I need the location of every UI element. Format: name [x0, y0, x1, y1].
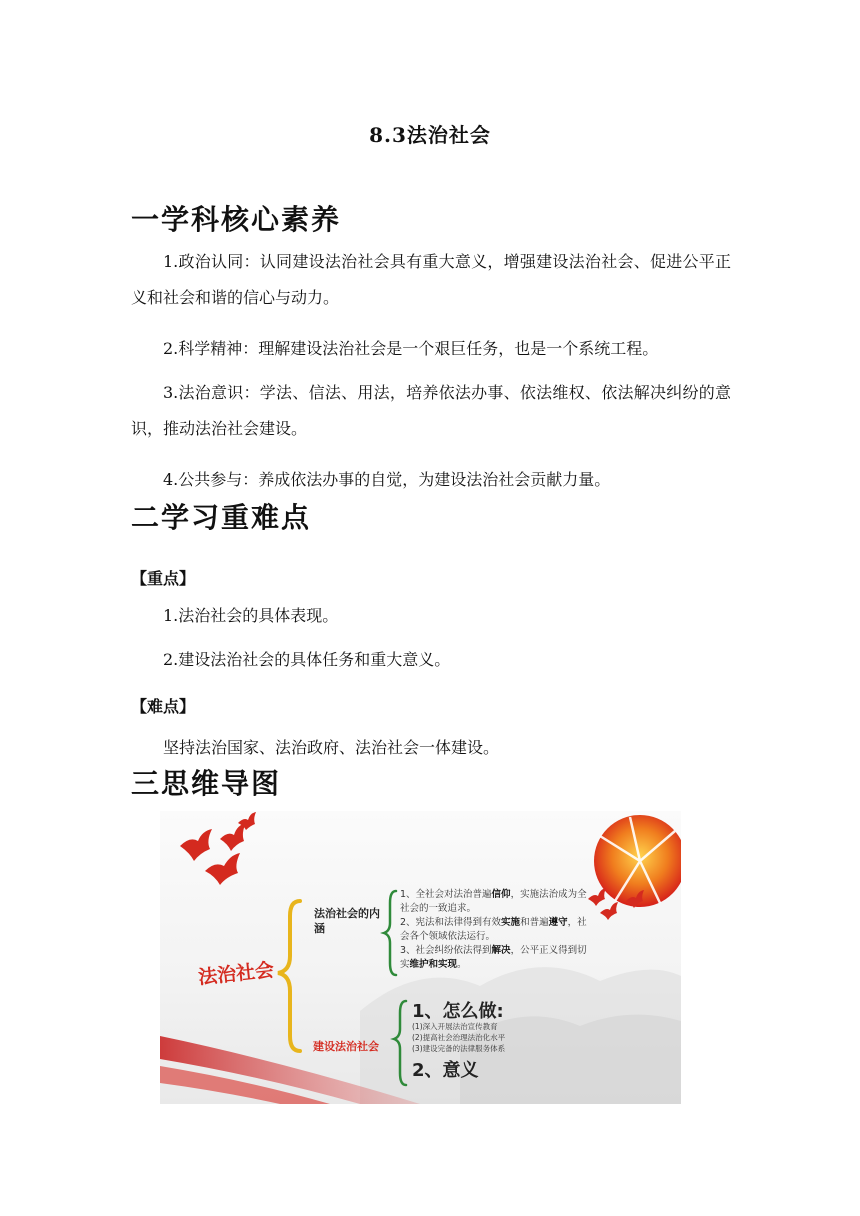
- key-point-item-1: 1.法治社会的具体表现。: [163, 606, 339, 625]
- key-points-label: 【重点】: [131, 569, 196, 588]
- section-heading-core-literacy: 一学科核心素养: [131, 203, 342, 236]
- core-literacy-item-3: 3.法治意识：学法、信法、用法，培养依法办事、依法维权、依法解决纠纷的意识，推动法治社会建设。: [131, 383, 731, 438]
- document-title: 8.3法治社会: [369, 123, 491, 147]
- connotation-point-3: 3、社会纠纷依法得到解决，公平正义得到切实维护和实现。: [400, 945, 587, 970]
- meaning-heading: 2、意义: [412, 1060, 479, 1081]
- section-heading-key-difficult: 二学习重难点: [131, 501, 312, 534]
- connotation-point-2: 2、宪法和法律得到有效实施和普遍遵守，社会各个领域依法运行。: [400, 917, 587, 942]
- connotation-point-1: 1、全社会对法治普遍信仰，实施法治成为全社会的一致追求。: [400, 889, 587, 914]
- core-literacy-item-4: 4.公共参与：养成依法办事的自觉，为建设法治社会贡献力量。: [163, 470, 611, 489]
- mind-map-center-label: 法治社会: [197, 959, 276, 989]
- difficult-point-item-1: 坚持法治国家、法治政府、法治社会一体建设。: [163, 738, 500, 757]
- how-to-item-2: (2)提高社会治理法治化水平: [412, 1033, 506, 1042]
- difficult-points-label: 【难点】: [131, 697, 196, 716]
- connotation-details: [400, 888, 590, 972]
- sun-emblem-icon: [594, 815, 681, 907]
- doves-icon: [180, 812, 256, 885]
- how-to-item-1: (1)深入开展法治宣传教育: [412, 1022, 498, 1031]
- section-heading-mind-map: 三思维导图: [131, 767, 282, 800]
- how-to-list: [412, 1021, 505, 1054]
- key-point-item-2: 2.建设法治社会的具体任务和重大意义。: [163, 650, 451, 669]
- how-to-heading: 1、怎么做:: [412, 1001, 504, 1022]
- mind-map-branch-connotation: 法治社会的内涵: [314, 907, 380, 935]
- core-literacy-item-1: 1.政治认同：认同建设法治社会具有重大意义，增强建设法治社会、促进公平正义和社会和谐的信心与动力。: [131, 252, 731, 307]
- core-literacy-item-2: 2.科学精神：理解建设法治社会是一个艰巨任务，也是一个系统工程。: [163, 339, 659, 358]
- mind-map-branch-build: 建设法治社会: [313, 1040, 379, 1053]
- mind-map-image: [160, 811, 681, 1104]
- how-to-item-3: (3)建设完备的法律服务体系: [412, 1044, 506, 1053]
